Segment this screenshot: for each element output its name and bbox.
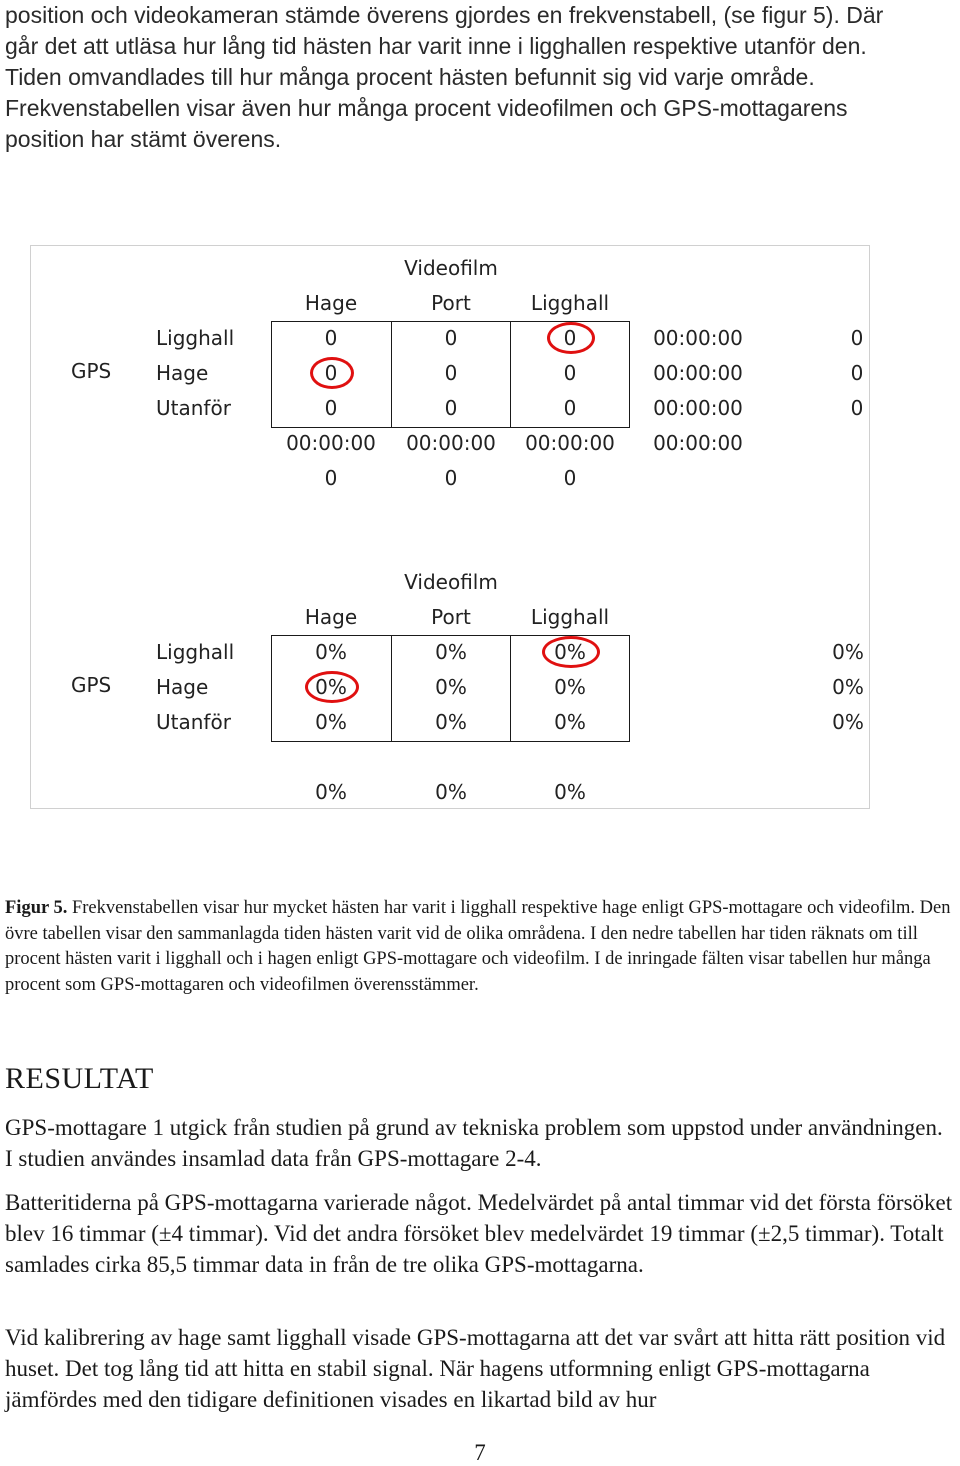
bottom-cell: 0%: [435, 675, 467, 699]
grid-line: [271, 427, 629, 428]
top-cell-count: 0: [850, 326, 864, 350]
bottom-cell: 0%: [554, 710, 586, 734]
bottom-col-header-port: Port: [431, 605, 471, 629]
intro-line: position och videokameran stämde överens gjordes en frekvenstabell, (se figur 5). Där: [5, 2, 884, 28]
bottom-col-header-hage: Hage: [304, 605, 358, 629]
page-number: 7: [474, 1440, 486, 1465]
top-row-group-label: GPS: [71, 359, 112, 383]
grid-line: [271, 321, 272, 428]
body-paragraph: GPS-mottagare 1 utgick från studien på grund av tekniska problem som uppstod under användningen. I studien användes insamlad data från GPS-mottagare 2-4.: [5, 1115, 943, 1171]
bottom-cell-total: 0%: [832, 675, 864, 699]
intro-line: Tiden omvandlades till hur många procent hästen befunnit sig vid varje område.: [5, 64, 815, 90]
top-col-header-hage: Hage: [304, 291, 358, 315]
bottom-row-group-label: GPS: [71, 673, 112, 697]
top-cell: 0: [563, 326, 577, 350]
match-circle: [547, 322, 595, 354]
bottom-cell: 0%: [435, 640, 467, 664]
top-cell-count: 0: [850, 361, 864, 385]
bottom-total: 0%: [554, 780, 586, 804]
match-circle: [305, 671, 359, 703]
top-cell-time: 00:00:00: [653, 326, 743, 350]
grid-line: [510, 321, 511, 428]
top-cell: 0: [324, 326, 338, 350]
intro-paragraph: [5, 0, 955, 155]
bottom-row-header-ligghall: Ligghall: [156, 640, 235, 664]
grid-line: [391, 321, 392, 428]
grid-line: [271, 635, 272, 742]
top-cell-time: 00:00:00: [653, 361, 743, 385]
bottom-row-header-utanfor: Utanför: [156, 710, 231, 734]
bottom-cell: 0%: [554, 640, 586, 664]
top-cell-count: 0: [850, 396, 864, 420]
match-circle: [542, 636, 600, 668]
figure-caption: [5, 896, 955, 998]
grid-line: [510, 635, 511, 742]
grid-line: [629, 635, 630, 742]
top-cell: 0: [444, 326, 458, 350]
top-total-time: 00:00:00: [525, 431, 615, 455]
top-total-time: 00:00:00: [406, 431, 496, 455]
grid-line: [271, 741, 629, 742]
top-row-header-ligghall: Ligghall: [156, 326, 235, 350]
bottom-cell-total: 0%: [832, 640, 864, 664]
top-total-count: 0: [563, 466, 577, 490]
bottom-table-title: Videofilm: [404, 570, 498, 594]
grid-line: [391, 635, 392, 742]
bottom-total: 0%: [435, 780, 467, 804]
bottom-col-header-ligghall: Ligghall: [530, 605, 610, 629]
top-total-count: 0: [444, 466, 458, 490]
top-row-header-hage: Hage: [156, 361, 209, 385]
bottom-row-header-hage: Hage: [156, 675, 209, 699]
top-table-title: Videofilm: [404, 256, 498, 280]
top-row-header-utanfor: Utanför: [156, 396, 231, 420]
top-total-count: 0: [324, 466, 338, 490]
top-cell: 0: [444, 396, 458, 420]
top-cell-time: 00:00:00: [653, 396, 743, 420]
body-paragraph: Vid kalibrering av hage samt ligghall visade GPS-mottagarna att det var svårt att hitta rätt position vid huset. Det tog lång tid att hitta en stabil signal. När hagens utformning enligt GPS-mottagarna jämfördes med den tidigare definitionen visades en likartad bild av hur: [5, 1325, 946, 1412]
intro-line: Frekvenstabellen visar även hur många procent videofilmen och GPS-mottagarens: [5, 95, 848, 121]
top-cell: 0: [563, 361, 577, 385]
bottom-cell-total: 0%: [832, 710, 864, 734]
top-total-time: 00:00:00: [286, 431, 376, 455]
top-col-header-port: Port: [431, 291, 471, 315]
body-paragraph: Batteritiderna på GPS-mottagarna varierade något. Medelvärdet på antal timmar vid det första försöket blev 16 timmar (±4 timmar). Vid det andra försöket blev medelvärdet 19 timmar (±2,5 timmar). Totalt samlades cirka 85,5 timmar data in från de tre olika GPS-mottagarna.: [5, 1190, 953, 1277]
top-cell: 0: [563, 396, 577, 420]
caption-label: Figur 5.: [5, 898, 68, 918]
top-total-time: 00:00:00: [653, 431, 743, 455]
bottom-cell: 0%: [435, 710, 467, 734]
top-col-header-ligghall: Ligghall: [530, 291, 610, 315]
intro-line: position har stämt överens.: [5, 126, 282, 152]
bottom-total: 0%: [315, 780, 347, 804]
grid-line: [629, 321, 630, 428]
section-heading: RESULTAT: [5, 1062, 154, 1095]
top-cell: 0: [444, 361, 458, 385]
caption-text: Frekvenstabellen visar hur mycket hästen har varit i ligghall respektive hage enligt GPS-mottagare och videofilm. Den övre tabellen visar den sammanlagda tiden hästen varit vid de olika områdena. I den nedre tabellen har tiden räknats om till procent hästen varit i ligghall och i hagen enligt GPS-mottagare och videofilm. I de inringade fälten visar tabellen hur många procent som GPS-mottagaren och videofilmen överensstämmer.: [5, 898, 951, 995]
frequency-table-figure: [30, 245, 870, 809]
top-cell: 0: [324, 396, 338, 420]
bottom-cell: 0%: [315, 640, 347, 664]
bottom-cell: 0%: [315, 710, 347, 734]
top-cell: 0: [324, 361, 338, 385]
match-circle: [310, 357, 354, 389]
bottom-cell: 0%: [554, 675, 586, 699]
intro-line: går det att utläsa hur lång tid hästen har varit inne i ligghallen respektive utanför den.: [5, 33, 867, 59]
bottom-cell: 0%: [315, 675, 347, 699]
